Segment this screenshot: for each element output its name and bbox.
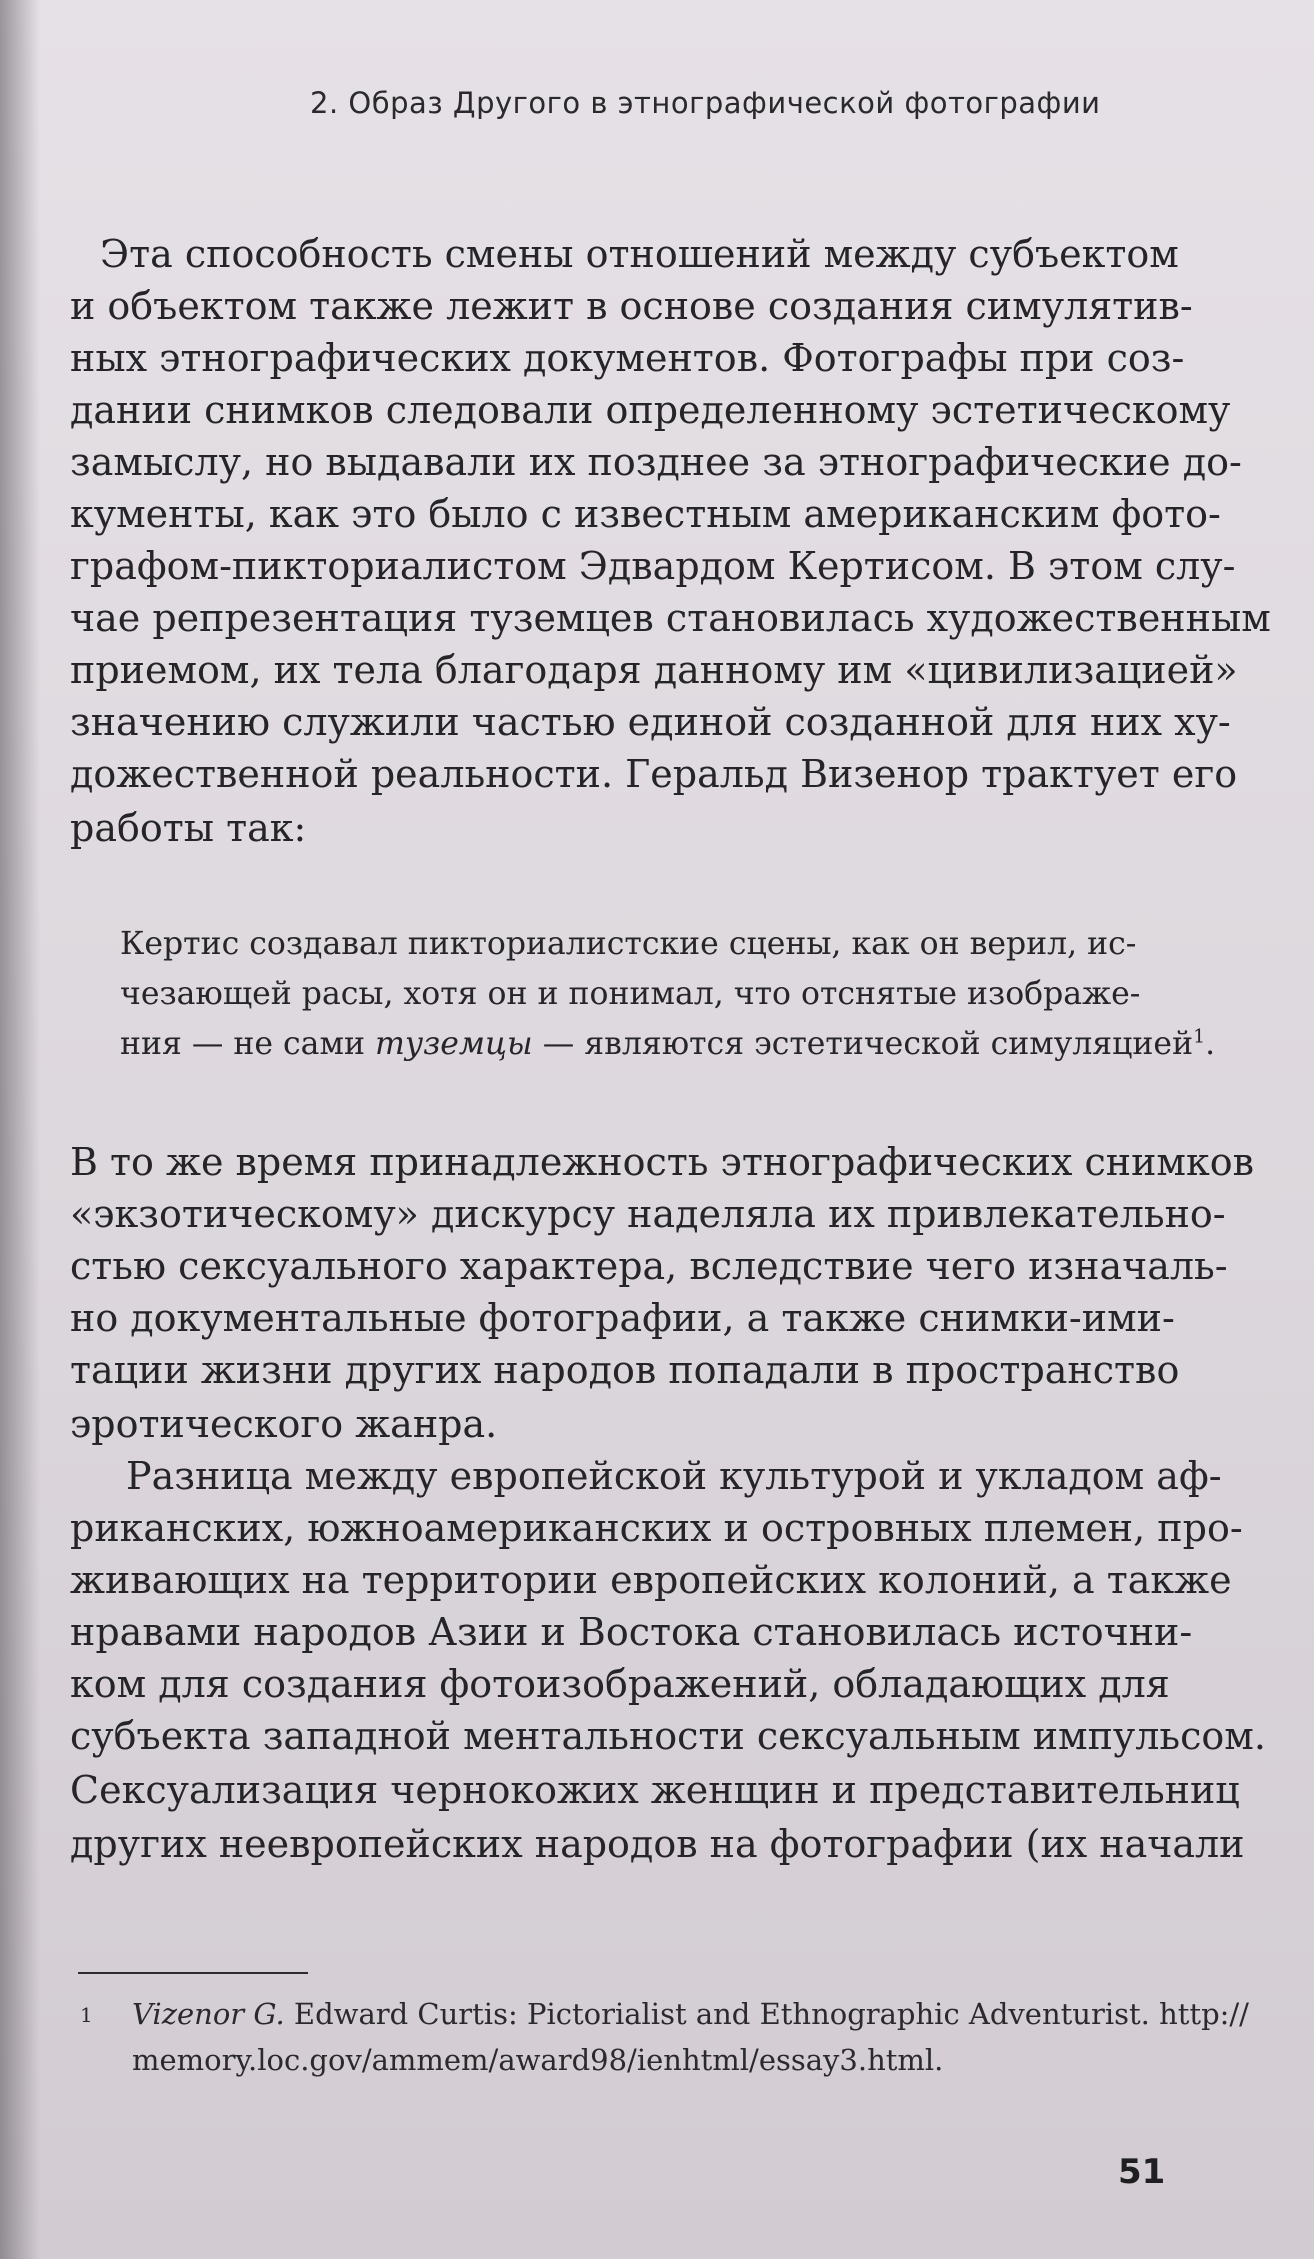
quote-line: Кертис создавал пикториалистские сцены, как он верил, ис- xyxy=(120,926,1137,962)
text-line: чае репрезентация туземцев становилась художественным xyxy=(70,596,1271,640)
text-line: тации жизни других народов попадали в пространство xyxy=(70,1348,1180,1392)
quote-line xyxy=(120,1024,1216,1064)
text-line: графом-пикториалистом Эдвардом Кертисом. В этом слу- xyxy=(70,544,1236,588)
quote-text: — являются эстетической симуляцией xyxy=(532,1026,1194,1062)
text-line: замыслу, но выдавали их позднее за этнографические до- xyxy=(70,440,1242,484)
text-line: значению служили частью единой созданной для них ху- xyxy=(70,700,1231,744)
text-line: ных этнографических документов. Фотографы при соз- xyxy=(70,336,1185,380)
running-head: 2. Образ Другого в этнографической фотографии xyxy=(310,86,1101,120)
footnote-line: memory.loc.gov/ammem/award98/ienhtml/essay3.html. xyxy=(132,2043,944,2077)
footnote-text: Edward Curtis: Pictorialist and Ethnographic Adventurist. http:// xyxy=(284,1997,1249,2031)
text-line: Эта способность смены отношений между субъектом xyxy=(100,232,1179,276)
text-line: В то же время принадлежность этнографических снимков xyxy=(70,1140,1255,1184)
text-line: приемом, их тела благодаря данному им «цивилизацией» xyxy=(70,648,1238,692)
footnote-number: 1 xyxy=(80,2003,93,2027)
text-line: «экзотическому» дискурсу наделяла их привлекательно- xyxy=(70,1192,1226,1236)
text-line: Разница между европейской культурой и укладом аф- xyxy=(126,1454,1222,1498)
text-line: живающих на территории европейских колоний, а также xyxy=(70,1558,1232,1602)
text-line: Сексуализация чернокожих женщин и представительниц xyxy=(70,1768,1240,1812)
quote-italic-text: туземцы xyxy=(374,1026,533,1062)
quote-text: . xyxy=(1205,1026,1216,1062)
quote-text: ния — не сами xyxy=(120,1026,375,1062)
text-line: нравами народов Азии и Востока становилась источни- xyxy=(70,1610,1193,1654)
text-line: субъекта западной ментальности сексуальным импульсом. xyxy=(70,1714,1266,1758)
text-line: и объектом также лежит в основе создания симулятив- xyxy=(70,284,1193,328)
text-line: других неевропейских народов на фотографии (их начали xyxy=(70,1822,1245,1866)
quote-line: чезающей расы, хотя он и понимал, что отснятые изображе- xyxy=(120,976,1141,1012)
footnote-author: Vizenor G. xyxy=(132,1997,285,2031)
text-line: ком для создания фотоизображений, обладающих для xyxy=(70,1662,1170,1706)
text-line: эротического жанра. xyxy=(70,1402,498,1446)
spine-shadow xyxy=(0,0,40,2259)
text-line: риканских, южноамериканских и островных племен, про- xyxy=(70,1506,1243,1550)
text-line: стью сексуального характера, вследствие чего изначаль- xyxy=(70,1244,1228,1288)
footnote-reference: 1 xyxy=(1193,1025,1206,1048)
text-line: но документальные фотографии, а также снимки-ими- xyxy=(70,1296,1175,1340)
footnote-line xyxy=(132,1996,1249,2032)
footnote-rule xyxy=(78,1972,308,1974)
text-line: дожественной реальности. Геральд Визенор трактует его xyxy=(70,752,1238,796)
page-number: 51 xyxy=(1118,2152,1166,2192)
text-line: работы так: xyxy=(70,806,307,850)
text-line: дании снимков следовали определенному эстетическому xyxy=(70,388,1231,432)
text-line: кументы, как это было с известным американским фото- xyxy=(70,492,1221,536)
